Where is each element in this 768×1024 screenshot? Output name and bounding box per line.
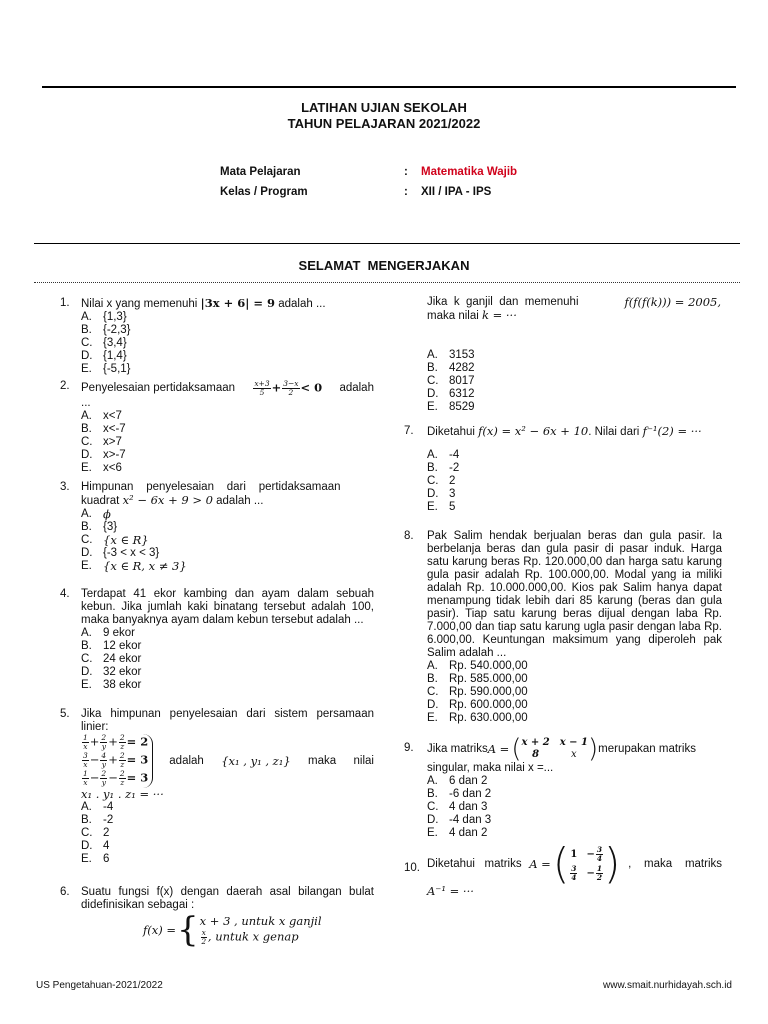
option: C. x>7 bbox=[81, 436, 122, 448]
option: D. 3 bbox=[427, 488, 456, 500]
option: B. 12 ekor bbox=[81, 640, 142, 652]
option: C. 4 dan 3 bbox=[427, 801, 488, 813]
footer-left: US Pengetahuan-2021/2022 bbox=[36, 980, 163, 991]
q2-text: Penyelesaian pertidaksamaan bbox=[81, 382, 236, 394]
fraction: $\frac{3-x}{2}$ bbox=[283, 379, 299, 397]
option: D. 6312 bbox=[427, 388, 475, 400]
question-number: 7. bbox=[404, 425, 414, 437]
option: A. x<7 bbox=[81, 410, 122, 422]
dotted-rule bbox=[34, 282, 740, 283]
equation-system bbox=[81, 734, 153, 788]
question-number: 5. bbox=[60, 708, 70, 720]
question-4 bbox=[60, 588, 374, 692]
equation-row: $\frac{1}{x}$ − $\frac{2}{y}$ − $\frac{2}{z}$ = 3 bbox=[83, 769, 149, 787]
option: E. 4 dan 2 bbox=[427, 827, 488, 839]
q8-text: Pak Salim hendak berjualan beras dan gula pasir. Ia berbelanja beras dan gula pasir di pasar induk. Harga satu karung beras Rp. 120.000,00 dan harga satu karung gula pasir adalah Rp. 100.000,00. Modal yang ia miliki adalah Rp. 10.000.000,00. Kios pak Salim hanya dapat menampung tidak lebih dari 85 karung (beras dan gula pasir). Tiap satu karung beras dijual dengan laba Rp. 7.000,00 dan tiap satu karung ugla pasir dengan laba Rp. 6.000,00. Keuntungan maksimum yang diperoleh pak Salim adalah ... bbox=[427, 530, 722, 659]
question-8 bbox=[404, 530, 722, 725]
option: D. {-3 < x < 3} bbox=[81, 547, 160, 559]
subject-colon: : bbox=[404, 166, 408, 178]
option: B. x<-7 bbox=[81, 423, 126, 435]
option: D. x>-7 bbox=[81, 449, 126, 461]
option: C. 2 bbox=[427, 475, 456, 487]
q5-text: Jika himpunan penyelesaian dari sistem persamaan linier: bbox=[81, 708, 374, 733]
q2-cont: ... bbox=[81, 397, 91, 409]
q3-inequality: x² − 6x + 9 > 0 bbox=[122, 493, 213, 507]
option: C. 2 bbox=[81, 827, 110, 839]
question-number: 9. bbox=[404, 742, 414, 754]
option: E. Rp. 630.000,00 bbox=[427, 712, 528, 724]
q6-text: Suatu fungsi f(x) dengan daerah asal bilangan bulat didefinisikan sebagai : bbox=[81, 886, 374, 911]
question-number: 6. bbox=[60, 886, 70, 898]
class-value: XII / IPA - IPS bbox=[421, 186, 492, 198]
subject-label: Mata Pelajaran bbox=[220, 166, 301, 178]
option: B. -6 dan 2 bbox=[427, 788, 492, 800]
question-number: 2. bbox=[60, 380, 70, 392]
fraction: $\frac{x+3}{5}$ bbox=[254, 379, 270, 397]
option: C. {x ∈ R} bbox=[81, 533, 149, 547]
q2-suffix: adalah bbox=[339, 382, 374, 394]
subject-value: Matematika Wajib bbox=[421, 166, 518, 178]
option: E. 8529 bbox=[427, 401, 475, 413]
option: B. Rp. 585.000,00 bbox=[427, 673, 528, 685]
question-number: 4. bbox=[60, 588, 70, 600]
option: A. 6 dan 2 bbox=[427, 775, 488, 787]
inverse-function: f⁻¹(2) = ··· bbox=[642, 424, 702, 438]
question-number: 10. bbox=[404, 862, 420, 874]
option: E. 38 ekor bbox=[81, 679, 142, 691]
option: D. {1,4} bbox=[81, 350, 127, 362]
nested-function: f(f(f(k))) = 2005, bbox=[624, 295, 721, 309]
equation-row: $\frac{3}{x}$ − $\frac{4}{y}$ + $\frac{2}{z}$ = 3 bbox=[83, 751, 149, 769]
question-6 bbox=[60, 886, 374, 950]
q1-suffix: adalah ... bbox=[275, 298, 326, 310]
option: E. 5 bbox=[427, 501, 456, 513]
option: B. 4282 bbox=[427, 362, 475, 374]
class-label: Kelas / Program bbox=[220, 186, 308, 198]
option: E. {x ∈ R, x ≠ 3} bbox=[81, 559, 187, 573]
option: D. Rp. 600.000,00 bbox=[427, 699, 528, 711]
option: B. -2 bbox=[81, 814, 114, 826]
exam-year: TAHUN PELAJARAN 2021/2022 bbox=[287, 116, 481, 131]
piecewise-function: f(x) = { x + 3 , untuk x ganjil $\frac{x}{2}$ , untuk x genap bbox=[143, 910, 322, 950]
option: A. ϕ bbox=[81, 507, 111, 521]
option: E. 6 bbox=[81, 853, 110, 865]
option: A. Rp. 540.000,00 bbox=[427, 660, 528, 672]
option: B. {3} bbox=[81, 521, 118, 533]
option: A. -4 bbox=[427, 449, 460, 461]
option: C. 8017 bbox=[427, 375, 475, 387]
option: D. 4 bbox=[81, 840, 110, 852]
option: C. 24 ekor bbox=[81, 653, 142, 665]
matrix: ( x + 2 x − 1 8 x ) bbox=[511, 734, 599, 764]
option: A. 9 ekor bbox=[81, 627, 135, 639]
q3-text: Himpunan penyelesaian dari pertidaksamaan bbox=[81, 481, 341, 493]
inverse-matrix: A⁻¹ = ··· bbox=[427, 884, 474, 898]
option: B. {-2,3} bbox=[81, 324, 131, 336]
option: C. Rp. 590.000,00 bbox=[427, 686, 528, 698]
question-5: 5. Jika himpunan penyelesaian dari sistem persamaan linier: $\frac{1}{x}$ + $\frac{2}{y}$ + $\frac{2}{z}$ = 2 $\frac{3}{x}$ − $\frac{4}{y}$ + $\frac{2}{z}$ = 3 $\frac{1}{x}$ − $\frac{2}{y}$ − $\frac{2}{z}$ = 3 adalah {x₁ , y₁ , z₁} maka nilai x₁ . y₁ . z₁ = ··· A. -4 B. -2 C. 2 D. 4 E. 6 bbox=[60, 708, 374, 865]
option: D. -4 dan 3 bbox=[427, 814, 492, 826]
equation-row: $\frac{1}{x}$ + $\frac{2}{y}$ + $\frac{2}{z}$ = 2 bbox=[83, 733, 149, 751]
function-definition: f(x) = x² − 6x + 10 bbox=[478, 424, 589, 438]
option: E. {-5,1} bbox=[81, 363, 131, 375]
middle-rule bbox=[34, 243, 740, 244]
question-number: 8. bbox=[404, 530, 414, 542]
option: D. 32 ekor bbox=[81, 666, 142, 678]
q4-text: Terdapat 41 ekor kambing dan ayam dalam sebuah kebun. Jika jumlah kaki binatang tersebut adalah 100, maka banyaknya ayam dalam kebun tersebut adalah ... bbox=[81, 588, 374, 626]
question-9: 9. Jika matriks A = ( x + 2 x − 1 8 x ) merupakan matriks singular, maka nilai x =... A. 6 dan 2 B. -6 dan 2 C. 4 dan 3 D. -4 dan 3 E. 4 dan 2 bbox=[404, 736, 722, 840]
exam-title: LATIHAN UJIAN SEKOLAH bbox=[301, 100, 467, 115]
option: E. x<6 bbox=[81, 462, 122, 474]
option: B. -2 bbox=[427, 462, 460, 474]
question-1 bbox=[60, 297, 374, 376]
question-6-continued: Jika k ganjil dan memenuhi f(f(f(k))) = 2005, maka nilai k = ··· A. 3153 B. 4282 C. 8017 D. 6312 E. 8529 bbox=[427, 295, 721, 413]
q5-product: x₁ . y₁ . z₁ = ··· bbox=[81, 787, 164, 801]
class-colon: : bbox=[404, 186, 408, 198]
question-2 bbox=[60, 380, 374, 475]
option: C. {3,4} bbox=[81, 337, 127, 349]
footer-right: www.smait.nurhidayah.sch.id bbox=[603, 980, 732, 991]
question-10: 10. Diketahui matriks A = ( 1 − $\frac{3}{4}$ $\frac{3}{4}$ − $\frac{1}{2}$ ) , maka matriks A⁻¹ = ··· bbox=[404, 839, 722, 898]
q1-text: Nilai x yang memenuhi bbox=[81, 298, 201, 310]
option: A. 3153 bbox=[427, 349, 475, 361]
top-rule bbox=[42, 86, 736, 88]
matrix: ( 1 − $\frac{3}{4}$ $\frac{3}{4}$ − $\frac{1}{2}$ ) bbox=[552, 839, 621, 888]
question-number: 3. bbox=[60, 481, 70, 493]
question-3: 3. Himpunan penyelesaian dari pertidaksamaan kuadrat x² − 6x + 9 > 0 adalah ... A. ϕ B. {3} C. {x ∈ R} D. {-3 < x < 3} E. {x ∈ R, x ≠ 3} bbox=[60, 481, 374, 573]
greeting: SELAMAT MENGERJAKAN bbox=[298, 258, 470, 273]
q1-equation: |3x + 6| = 9 bbox=[200, 296, 276, 310]
question-number: 1. bbox=[60, 297, 70, 309]
solution-set: {x₁ , y₁ , z₁} bbox=[221, 753, 291, 768]
q2-inequality: $\frac{x+3}{5}$ + $\frac{3-x}{2}$ < 0 bbox=[254, 379, 323, 397]
option: A. {1,3} bbox=[81, 311, 127, 323]
option: A. -4 bbox=[81, 801, 114, 813]
question-7: 7. Diketahui f(x) = x² − 6x + 10. Nilai dari f⁻¹(2) = ··· A. -4 B. -2 C. 2 D. 3 E. 5 bbox=[404, 425, 722, 514]
